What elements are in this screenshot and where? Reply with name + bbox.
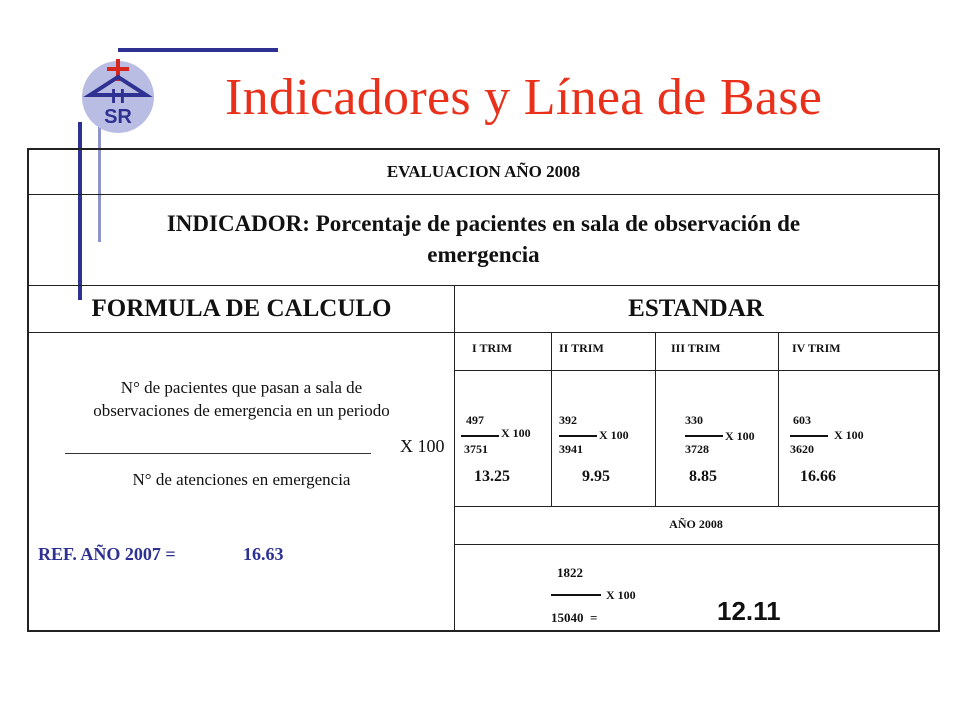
row-divider [29,285,938,286]
indicator-line2: emergencia [427,242,540,267]
q1-multiplier: X 100 [501,426,531,440]
q3-numerator: 330 [685,413,703,427]
reference-label: REF. AÑO 2007 = [38,544,176,564]
indicator-table [27,148,940,632]
annual-result: 12.11 [717,596,781,626]
evaluation-year: EVALUACION AÑO 2008 [386,162,581,181]
indicator-line1 [29,211,938,237]
q4-fraction-line [790,435,828,437]
formula-numerator-line1: N° de pacientes que pasan a sala de [120,378,363,397]
formula-fraction-line [65,453,371,454]
row-divider [29,332,938,333]
q3-result: 8.85 [689,468,717,485]
q1-denominator: 3751 [464,442,488,456]
q3-multiplier: X 100 [725,429,755,443]
q2-multiplier: X 100 [599,428,629,442]
annual-multiplier: X 100 [606,588,636,602]
q2-fraction-line [559,435,597,437]
formula-numerator-line2: observaciones de emergencia en un periodo [93,401,390,420]
col-divider [655,332,656,506]
logo-letters-top: H [110,86,126,108]
q1-fraction-line [461,435,499,437]
header-estandar: ESTANDAR [628,295,764,322]
page-title: Indicadores y Línea de Base [225,69,823,126]
q3-denominator: 3728 [685,442,709,456]
col-divider [551,332,552,506]
reference-value: 16.63 [243,544,284,564]
row-divider [454,370,938,371]
formula-denominator: N° de atenciones en emergencia [132,470,351,489]
formula-multiplier: X 100 [400,436,445,456]
indicator-label: INDICADOR: [166,211,310,236]
q4-result: 16.66 [800,468,836,485]
quarter-label-1: I TRIM [472,341,513,355]
q4-multiplier: X 100 [834,428,864,442]
row-divider [29,194,938,195]
q3-fraction-line [685,435,723,437]
annual-label: AÑO 2008 [669,517,723,531]
q2-numerator: 392 [559,413,577,427]
quarter-label-4: IV TRIM [792,341,841,355]
header-formula: FORMULA DE CALCULO [91,295,392,322]
annual-numerator: 1822 [557,565,583,580]
annual-denominator: 15040 = [551,610,598,625]
hospital-logo-icon [78,55,158,135]
quarter-label-3: III TRIM [671,341,721,355]
q1-numerator: 497 [466,413,484,427]
q4-numerator: 603 [793,413,811,427]
col-divider [778,332,779,506]
row-divider [454,544,938,545]
q2-result: 9.95 [582,468,610,485]
annual-fraction-line [551,594,601,596]
q1-result: 13.25 [474,468,510,485]
q2-denominator: 3941 [559,442,583,456]
indicator-text: Porcentaje de pacientes en sala de observación de [315,211,801,236]
q4-denominator: 3620 [790,442,814,456]
decor-bar-top [118,48,278,52]
row-divider [454,506,938,507]
quarter-label-2: II TRIM [559,341,604,355]
logo-letters-bottom: SR [104,106,132,128]
col-divider [454,285,455,630]
